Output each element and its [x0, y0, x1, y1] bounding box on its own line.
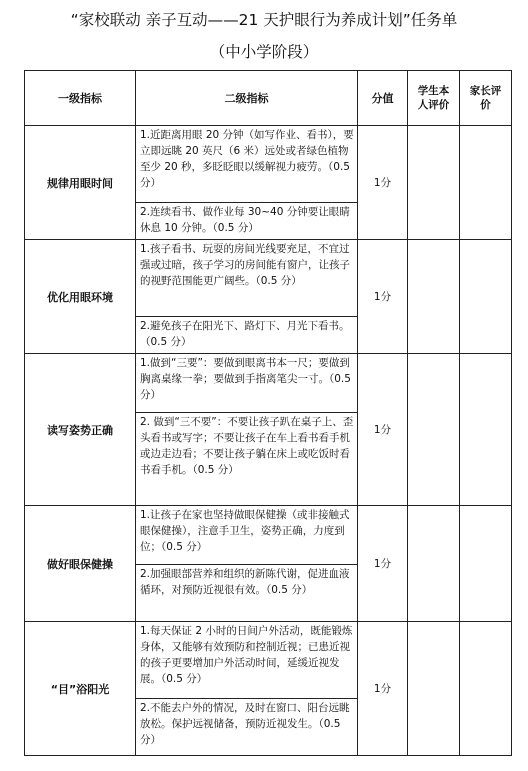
student-eval-cell[interactable]: [408, 354, 460, 506]
table-row: [25, 240, 512, 317]
category-cell: 规律用眼时间: [25, 126, 136, 240]
parent-eval-cell[interactable]: [460, 354, 512, 506]
student-eval-cell[interactable]: [408, 506, 460, 622]
parent-eval-cell[interactable]: [460, 506, 512, 622]
table-row: [25, 126, 512, 203]
sub-item-cell: 2.不能去户外的情况，及时在窗口、阳台远眺放松。保护远视储备，预防近视发生。（0.5 分）: [136, 699, 358, 756]
score-cell: 1分: [358, 126, 408, 240]
sub-item-cell: 1.做到“三要”：要做到眼离书本一尺；要做到胸离桌缘一拳；要做到手指离笔尖一寸。（0.5 分）: [136, 354, 358, 413]
page-subtitle: （中小学阶段）: [209, 43, 319, 61]
sub-item-cell: 2. 做到“三不要”：不要让孩子趴在桌子上、歪头看书或写字；不要让孩子在车上看书看手机或边走边看；不要让孩子躺在床上或吃饭时看书看手机。（0.5 分）: [136, 413, 358, 506]
category-cell: “目”浴阳光: [25, 622, 136, 756]
header-level2: 二级指标: [136, 71, 358, 126]
page-title: “家校联动 亲子互动——21 天护眼行为养成计划”任务单: [70, 11, 458, 29]
score-cell: 1分: [358, 506, 408, 622]
parent-eval-cell[interactable]: [460, 126, 512, 240]
sub-item-cell: 1.孩子看书、玩耍的房间光线要充足，不宜过强或过暗，孩子学习的房间能有窗户，让孩子的视野范围能更广阔些。（0.5 分）: [136, 240, 358, 317]
category-cell: 优化用眼环境: [25, 240, 136, 354]
score-cell: 1分: [358, 240, 408, 354]
student-eval-cell[interactable]: [408, 240, 460, 354]
student-eval-cell[interactable]: [408, 622, 460, 756]
table-header-row: [25, 71, 512, 126]
sub-item-cell: 1.每天保证 2 小时的日间户外活动，既能锻炼身体，又能够有效预防和控制近视；已患近视的孩子更要增加户外活动时间，延缓近视发展。（0.5 分）: [136, 622, 358, 699]
table-row: [25, 354, 512, 413]
header-student-eval: 学生本人评价: [408, 71, 460, 126]
score-cell: 1分: [358, 622, 408, 756]
score-cell: 1分: [358, 354, 408, 506]
header-score: 分值: [358, 71, 408, 126]
sub-item-cell: 1.让孩子在家也坚持做眼保健操（或非接触式眼保健操），注意手卫生，姿势正确，力度到位；（0.5 分）: [136, 506, 358, 565]
parent-eval-cell[interactable]: [460, 240, 512, 354]
task-table: [24, 70, 512, 756]
table-row: [25, 622, 512, 699]
header-level1: 一级指标: [25, 71, 136, 126]
parent-eval-cell[interactable]: [460, 622, 512, 756]
category-cell: 做好眼保健操: [25, 506, 136, 622]
header-parent-eval: 家长评价: [460, 71, 512, 126]
sub-item-cell: 2.连续看书、做作业每 30~40 分钟要让眼睛休息 10 分钟。（0.5 分）: [136, 203, 358, 240]
student-eval-cell[interactable]: [408, 126, 460, 240]
table-row: [25, 506, 512, 565]
category-cell: 读写姿势正确: [25, 354, 136, 506]
sub-item-cell: 1.近距离用眼 20 分钟（如写作业、看书），要立即远眺 20 英尺（6 米）远处或者绿色植物至少 20 秒，多眨眨眼以缓解视力疲劳。（0.5 分）: [136, 126, 358, 203]
sub-item-cell: 2.加强眼部营养和组织的新陈代谢，促进血液循环，对预防近视很有效。（0.5 分）: [136, 565, 358, 622]
sub-item-cell: 2.避免孩子在阳光下、路灯下、月光下看书。（0.5 分）: [136, 317, 358, 354]
